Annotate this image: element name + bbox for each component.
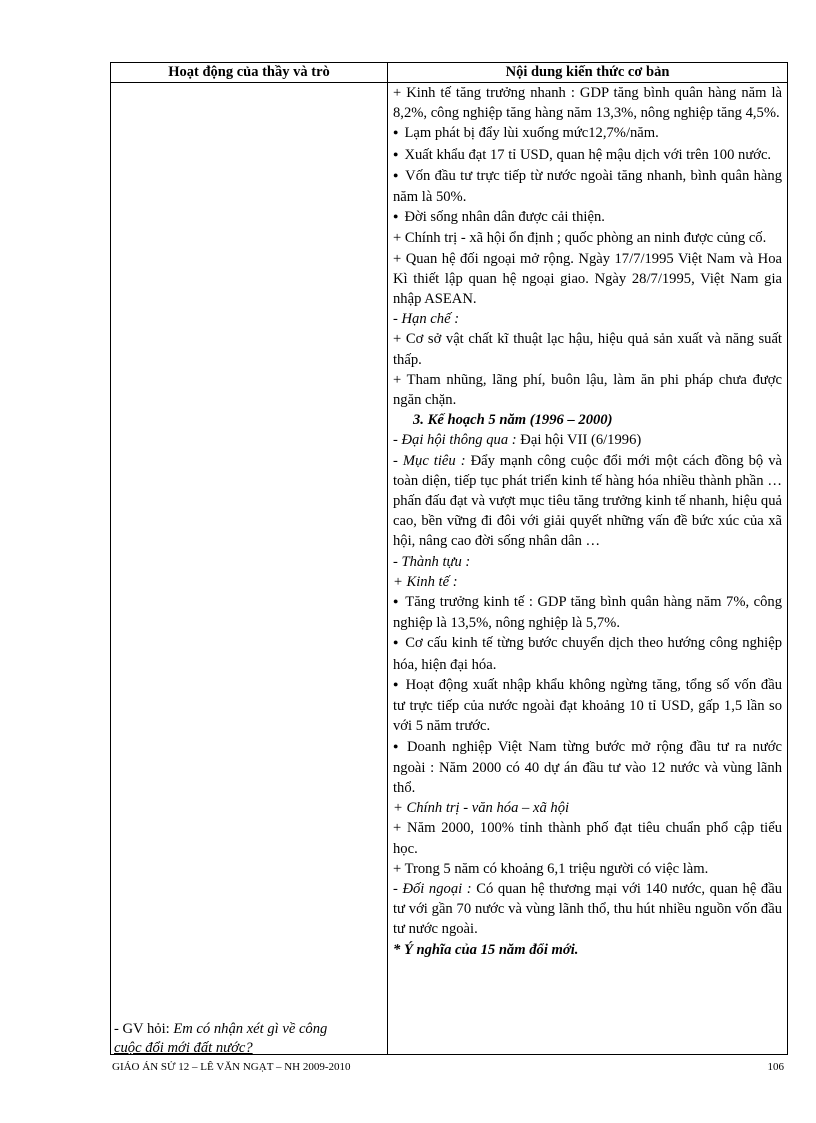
question-prefix: - GV hỏi: [114, 1021, 174, 1037]
page-number: 106 [767, 1061, 784, 1073]
content-paragraph: + Cơ sở vật chất kĩ thuật lạc hậu, hiệu quả sản xuất và năng suất thấp. [393, 331, 782, 368]
foreign-text: Có quan hệ thương mại với 140 nước, quan hệ đầu tư với gần 70 nước và vùng lãnh thổ, thu hút nhiều nguồn vốn đầu tư nước ngoài. [393, 880, 782, 938]
subheading-politics: + Chính trị - văn hóa – xã hội [393, 800, 570, 817]
header-content: Nội dung kiến thức cơ bản [505, 64, 670, 80]
bullet-item: ● Vốn đầu tư trực tiếp từ nước ngoài tăng nhanh, bình quân hàng năm là 50%. [393, 166, 782, 207]
question-text-line2: cuộc đổi mới đất nước? [114, 1040, 253, 1056]
lesson-table [110, 62, 788, 1055]
content-paragraph [393, 430, 782, 450]
question-text-line1: Em có nhận xét gì về công [173, 1021, 328, 1037]
subheading-economy: + Kinh tế : [393, 573, 458, 590]
content-paragraph: + Kinh tế tăng trưởng nhanh : GDP tăng bình quân hàng năm là 8,2%, công nghiệp tăng hàng năm 13,3%, nông nghiệp tăng 4,5%. [393, 85, 782, 122]
table-header [111, 63, 787, 83]
content-paragraph [393, 451, 782, 552]
bullet-item: ● Lạm phát bị đẩy lùi xuống mức12,7%/năm. [393, 123, 782, 144]
section-heading: 3. Kế hoạch 5 năm (1996 – 2000) [413, 412, 613, 429]
goal-text: Đẩy mạnh công cuộc đổi mới một cách đồng bộ và toàn diện, tiếp tục phát triển kinh tế hàng hóa nhiều thành phần … phấn đấu đạt và vượt mục tiêu tăng trưởng kinh tế nhanh, hiệu quả cao, bền vững đi đôi với giải quyết những vấn đề bức xúc của xã hội, nâng cao đời sống nhân dân … [393, 452, 782, 550]
bullet-item: ● Xuất khẩu đạt 17 tỉ USD, quan hệ mậu dịch với trên 100 nước. [393, 145, 782, 166]
content-paragraph [393, 879, 782, 940]
content-paragraph: + Tham nhũng, lãng phí, buôn lậu, làm ăn phi pháp chưa được ngăn chặn. [393, 371, 782, 409]
page-footer [112, 1061, 788, 1075]
significance-heading: * Ý nghĩa của 15 năm đổi mới. [393, 941, 579, 958]
label-foreign: Đối ngoại : [402, 880, 472, 897]
congress-text: Đại hội VII (6/1996) [516, 432, 642, 449]
subheading-limitations: - Hạn chế : [393, 311, 460, 328]
subheading-achievements: - Thành tựu : [393, 553, 471, 570]
dash: - [393, 880, 403, 897]
label-goal: Mục tiêu : [402, 452, 466, 469]
footer-title: GIÁO ÁN SỬ 12 – LÊ VĂN NGẠT – NH 2009-2010 [112, 1061, 351, 1073]
content-paragraph: + Trong 5 năm có khoảng 6,1 triệu người có việc làm. [393, 860, 709, 877]
column-divider [387, 63, 388, 1054]
dash: - [393, 432, 402, 449]
bullet-item: ● Cơ cấu kinh tế từng bước chuyển dịch theo hướng công nghiệp hóa, hiện đại hóa. [393, 633, 782, 674]
content-column [393, 83, 782, 960]
content-paragraph: + Chính trị - xã hội ổn định ; quốc phòng an ninh được củng cố. [393, 230, 767, 247]
header-activities: Hoạt động của thầy và trò [168, 64, 330, 80]
bullet-item: ● Tăng trưởng kinh tế : GDP tăng bình quân hàng năm 7%, công nghiệp là 13,5%, nông nghiệp là 5,7%. [393, 592, 782, 633]
content-paragraph: + Năm 2000, 100% tỉnh thành phố đạt tiêu chuẩn phổ cập tiểu học. [393, 820, 782, 857]
bullet-item: ● Hoạt động xuất nhập khẩu không ngừng tăng, tổng số vốn đầu tư trực tiếp của nước ngoài đạt khoảng 10 tỉ USD, gấp 1,5 lần so với 5 năm trước. [393, 675, 782, 737]
bullet-item: ● Doanh nghiệp Việt Nam từng bước mở rộng đầu tư ra nước ngoài : Năm 2000 có 40 dự án đầu tư vào 12 nước và vùng lãnh thổ. [393, 737, 782, 799]
dash: - [393, 452, 403, 469]
teacher-question [114, 1020, 384, 1058]
content-paragraph: + Quan hệ đối ngoại mở rộng. Ngày 17/7/1995 Việt Nam và Hoa Kì thiết lập quan hệ ngoại giao. Ngày 28/7/1995, Việt Nam gia nhập ASEAN. [393, 250, 782, 308]
bullet-item: ● Đời sống nhân dân được cải thiện. [393, 207, 782, 228]
label-congress: Đại hội thông qua : [401, 432, 517, 449]
